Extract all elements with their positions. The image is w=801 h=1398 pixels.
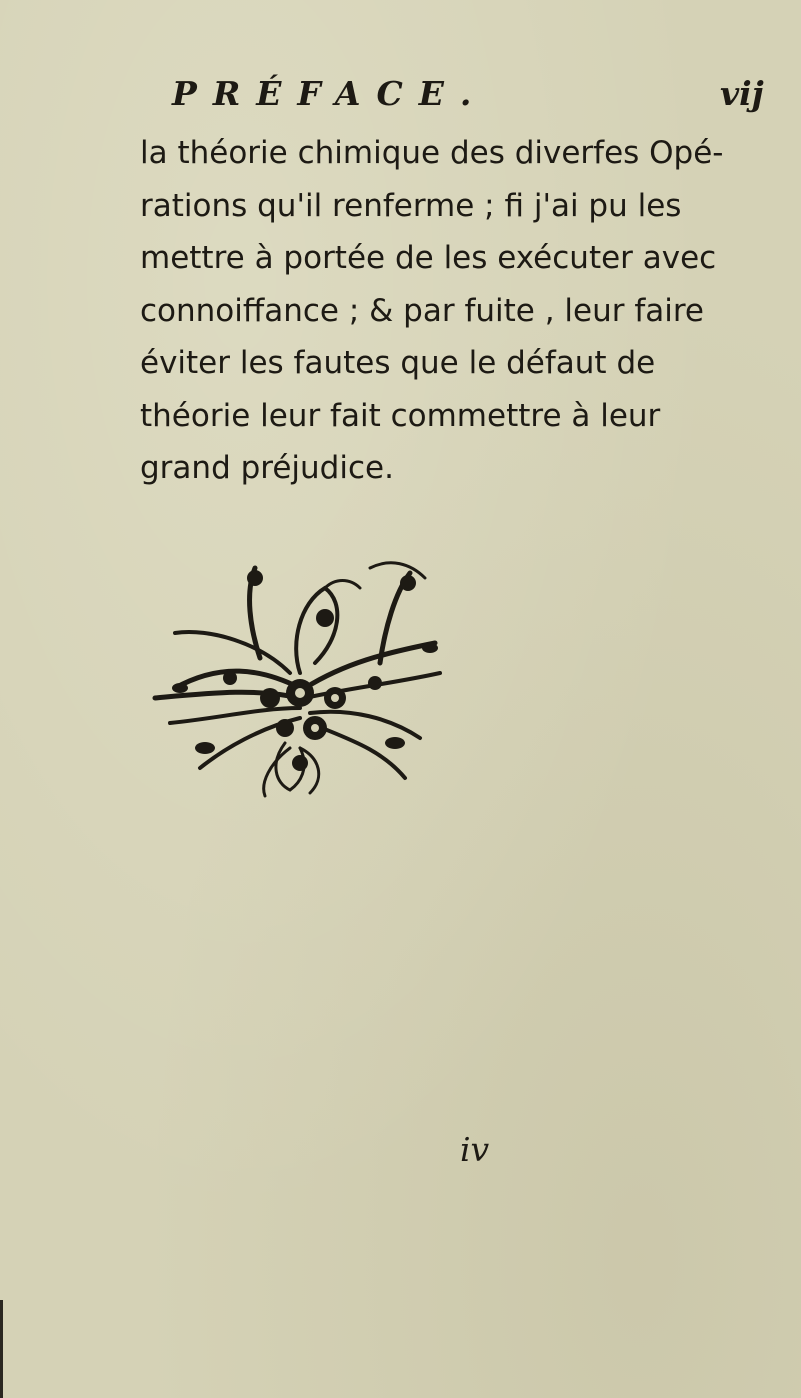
body-paragraph — [140, 127, 724, 495]
running-header — [0, 70, 801, 118]
text-line: éviter les fautes que le défaut de — [140, 345, 656, 381]
text-line: rations qu'il renferme ; fi j'ai pu les — [140, 187, 682, 224]
signature-mark: iv — [460, 1130, 490, 1169]
text-line: connoiffance ; & par fuite , leur faire — [140, 292, 705, 329]
text-line: mettre à portée de les exécuter avec — [140, 240, 717, 276]
running-title: PRÉFACE. — [172, 74, 488, 113]
text-line: théorie leur fait commettre à leur — [140, 397, 661, 434]
floral-bouquet-icon — [150, 548, 450, 798]
text-line: grand préjudice. — [140, 450, 394, 486]
page-edge — [0, 1300, 3, 1398]
text-line: la théorie chimique des diverfes Opé- — [140, 135, 724, 171]
page-number: vij — [720, 74, 764, 113]
